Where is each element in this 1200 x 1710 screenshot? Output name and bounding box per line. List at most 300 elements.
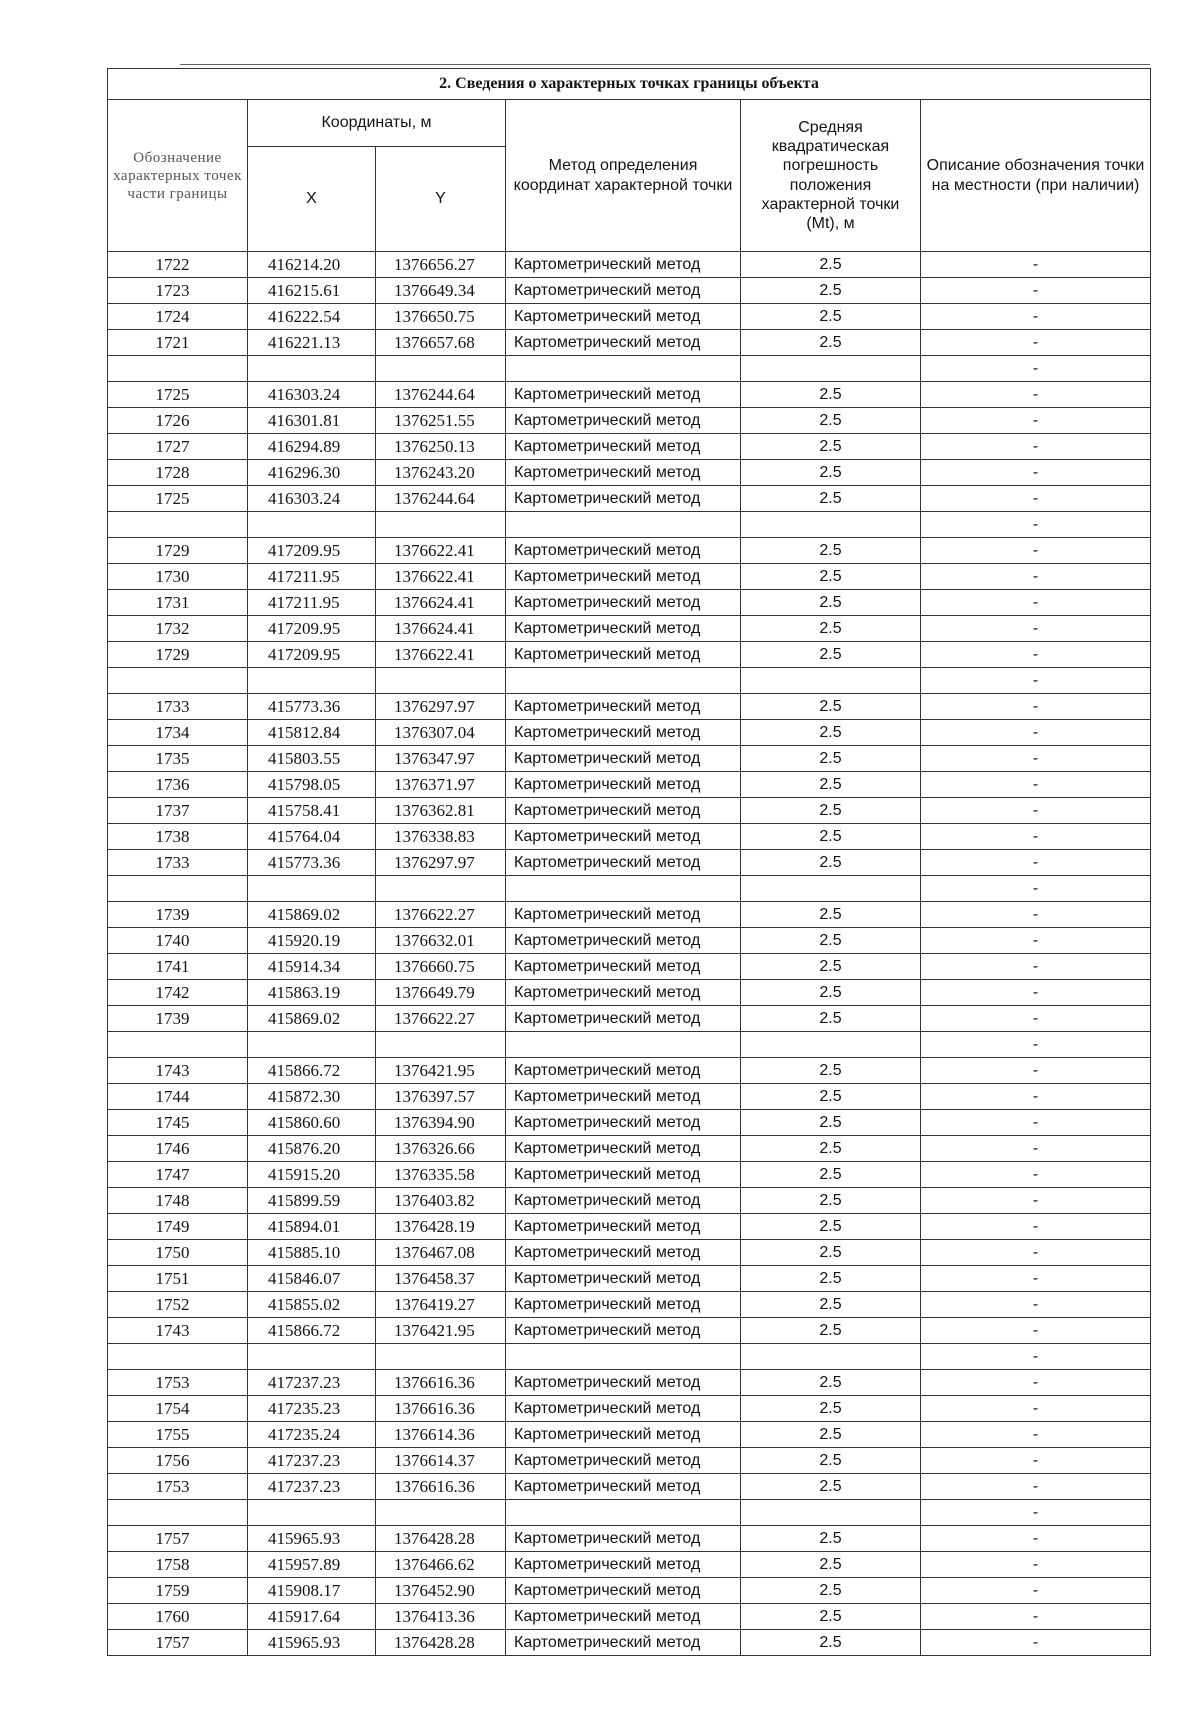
table-row <box>108 694 1151 720</box>
cell-x: 415872.30 <box>248 1084 376 1110</box>
cell-y: 1376297.97 <box>376 850 506 876</box>
cell-method <box>506 1500 741 1526</box>
cell-description: - <box>921 1422 1151 1448</box>
cell-mt: 2.5 <box>741 1422 921 1448</box>
cell-mt: 2.5 <box>741 1006 921 1032</box>
cell-y: 1376428.28 <box>376 1630 506 1656</box>
cell-method: Картометрический метод <box>506 486 741 512</box>
cell-mt: 2.5 <box>741 278 921 304</box>
cell-x <box>248 668 376 694</box>
cell-y: 1376394.90 <box>376 1110 506 1136</box>
cell-point: 1760 <box>108 1604 248 1630</box>
cell-point: 1754 <box>108 1396 248 1422</box>
cell-description: - <box>921 668 1151 694</box>
cell-y: 1376650.75 <box>376 304 506 330</box>
table-row <box>108 564 1151 590</box>
cell-description: - <box>921 304 1151 330</box>
cell-y <box>376 876 506 902</box>
cell-method: Картометрический метод <box>506 564 741 590</box>
cell-method: Картометрический метод <box>506 1110 741 1136</box>
cell-point: 1753 <box>108 1370 248 1396</box>
cell-method: Картометрический метод <box>506 616 741 642</box>
cell-x: 415894.01 <box>248 1214 376 1240</box>
cell-point: 1739 <box>108 902 248 928</box>
cell-x: 415914.34 <box>248 954 376 980</box>
cell-point: 1748 <box>108 1188 248 1214</box>
cell-point: 1738 <box>108 824 248 850</box>
table-row <box>108 642 1151 668</box>
cell-description: - <box>921 590 1151 616</box>
cell-mt: 2.5 <box>741 330 921 356</box>
cell-description: - <box>921 1214 1151 1240</box>
table-row <box>108 1188 1151 1214</box>
cell-description: - <box>921 642 1151 668</box>
cell-description: - <box>921 902 1151 928</box>
cell-description: - <box>921 1578 1151 1604</box>
cell-description: - <box>921 512 1151 538</box>
cell-mt: 2.5 <box>741 1188 921 1214</box>
cell-description: - <box>921 850 1151 876</box>
cell-mt: 2.5 <box>741 538 921 564</box>
cell-mt: 2.5 <box>741 1292 921 1318</box>
cell-method: Картометрический метод <box>506 278 741 304</box>
cell-y: 1376244.64 <box>376 486 506 512</box>
cell-point: 1734 <box>108 720 248 746</box>
cell-x: 415846.07 <box>248 1266 376 1292</box>
table-row <box>108 928 1151 954</box>
cell-description: - <box>921 1474 1151 1500</box>
table-row <box>108 1422 1151 1448</box>
table-row <box>108 902 1151 928</box>
cell-mt: 2.5 <box>741 564 921 590</box>
cell-method: Картометрический метод <box>506 1214 741 1240</box>
table-row <box>108 720 1151 746</box>
cell-method: Картометрический метод <box>506 590 741 616</box>
cell-description: - <box>921 1526 1151 1552</box>
cell-y: 1376307.04 <box>376 720 506 746</box>
cell-y <box>376 1032 506 1058</box>
cell-description: - <box>921 746 1151 772</box>
cell-point: 1729 <box>108 642 248 668</box>
cell-y: 1376244.64 <box>376 382 506 408</box>
cell-description: - <box>921 252 1151 278</box>
table-row <box>108 1578 1151 1604</box>
table-row <box>108 1552 1151 1578</box>
cell-x: 415758.41 <box>248 798 376 824</box>
cell-y: 1376660.75 <box>376 954 506 980</box>
cell-mt: 2.5 <box>741 1370 921 1396</box>
cell-x: 415876.20 <box>248 1136 376 1162</box>
cell-mt: 2.5 <box>741 928 921 954</box>
cell-description: - <box>921 1266 1151 1292</box>
cell-description: - <box>921 382 1151 408</box>
cell-y: 1376428.28 <box>376 1526 506 1552</box>
cell-description: - <box>921 1448 1151 1474</box>
cell-x: 415915.20 <box>248 1162 376 1188</box>
cell-method: Картометрический метод <box>506 382 741 408</box>
cell-y: 1376622.41 <box>376 642 506 668</box>
table-row <box>108 1006 1151 1032</box>
table-row <box>108 954 1151 980</box>
table-row <box>108 1084 1151 1110</box>
table-row <box>108 1370 1151 1396</box>
cell-point <box>108 876 248 902</box>
cell-y: 1376419.27 <box>376 1292 506 1318</box>
cell-mt: 2.5 <box>741 1162 921 1188</box>
cell-mt: 2.5 <box>741 1058 921 1084</box>
cell-method: Картометрический метод <box>506 798 741 824</box>
cell-method <box>506 512 741 538</box>
cell-point: 1743 <box>108 1318 248 1344</box>
cell-description: - <box>921 1604 1151 1630</box>
cell-y: 1376622.27 <box>376 902 506 928</box>
cell-point: 1758 <box>108 1552 248 1578</box>
cell-mt <box>741 356 921 382</box>
cell-x: 415860.60 <box>248 1110 376 1136</box>
cell-description: - <box>921 876 1151 902</box>
cell-description: - <box>921 1058 1151 1084</box>
cell-method: Картометрический метод <box>506 1370 741 1396</box>
cell-y: 1376649.79 <box>376 980 506 1006</box>
table-row <box>108 798 1151 824</box>
cell-x: 415798.05 <box>248 772 376 798</box>
cell-point <box>108 668 248 694</box>
header-y: Y <box>376 147 506 252</box>
cell-point: 1732 <box>108 616 248 642</box>
cell-x: 416303.24 <box>248 382 376 408</box>
cell-description: - <box>921 928 1151 954</box>
cell-mt: 2.5 <box>741 772 921 798</box>
cell-mt: 2.5 <box>741 460 921 486</box>
cell-mt <box>741 512 921 538</box>
cell-x: 416301.81 <box>248 408 376 434</box>
cell-mt: 2.5 <box>741 486 921 512</box>
cell-y: 1376243.20 <box>376 460 506 486</box>
cell-method: Картометрический метод <box>506 304 741 330</box>
table-row <box>108 330 1151 356</box>
table-row <box>108 434 1151 460</box>
cell-description: - <box>921 1630 1151 1656</box>
cell-method: Картометрический метод <box>506 1526 741 1552</box>
cell-description: - <box>921 538 1151 564</box>
cell-point: 1745 <box>108 1110 248 1136</box>
cell-method: Картометрический метод <box>506 1578 741 1604</box>
cell-point: 1730 <box>108 564 248 590</box>
cell-method: Картометрический метод <box>506 928 741 954</box>
cell-method: Картометрический метод <box>506 1552 741 1578</box>
cell-mt: 2.5 <box>741 1266 921 1292</box>
cell-point: 1725 <box>108 382 248 408</box>
cell-y <box>376 1344 506 1370</box>
cell-x: 417209.95 <box>248 538 376 564</box>
cell-method <box>506 1032 741 1058</box>
cell-description: - <box>921 772 1151 798</box>
cell-y: 1376657.68 <box>376 330 506 356</box>
cell-point: 1723 <box>108 278 248 304</box>
cell-x: 415863.19 <box>248 980 376 1006</box>
cell-y: 1376616.36 <box>376 1370 506 1396</box>
table-row <box>108 850 1151 876</box>
cell-y: 1376656.27 <box>376 252 506 278</box>
table-row <box>108 1292 1151 1318</box>
cell-x: 416222.54 <box>248 304 376 330</box>
cell-x: 415866.72 <box>248 1318 376 1344</box>
cell-mt: 2.5 <box>741 304 921 330</box>
cell-mt <box>741 1500 921 1526</box>
cell-y: 1376622.41 <box>376 538 506 564</box>
cell-description: - <box>921 1396 1151 1422</box>
separator-row <box>108 1344 1151 1370</box>
cell-method: Картометрический метод <box>506 1292 741 1318</box>
cell-x: 415965.93 <box>248 1630 376 1656</box>
cell-mt: 2.5 <box>741 1084 921 1110</box>
table-row <box>108 1058 1151 1084</box>
cell-x: 415917.64 <box>248 1604 376 1630</box>
cell-point: 1746 <box>108 1136 248 1162</box>
cell-y: 1376421.95 <box>376 1318 506 1344</box>
cell-mt: 2.5 <box>741 954 921 980</box>
cell-y: 1376428.19 <box>376 1214 506 1240</box>
cell-description: - <box>921 694 1151 720</box>
table-row <box>108 538 1151 564</box>
cell-description: - <box>921 1032 1151 1058</box>
cell-mt: 2.5 <box>741 1318 921 1344</box>
cell-y: 1376250.13 <box>376 434 506 460</box>
cell-point: 1728 <box>108 460 248 486</box>
cell-x <box>248 356 376 382</box>
cell-method: Картометрический метод <box>506 460 741 486</box>
cell-point: 1722 <box>108 252 248 278</box>
separator-row <box>108 668 1151 694</box>
table-row <box>108 1162 1151 1188</box>
cell-y: 1376421.95 <box>376 1058 506 1084</box>
cell-description: - <box>921 1552 1151 1578</box>
cell-mt: 2.5 <box>741 694 921 720</box>
table-row <box>108 746 1151 772</box>
cell-method: Картометрический метод <box>506 1136 741 1162</box>
cell-point: 1733 <box>108 850 248 876</box>
cell-description: - <box>921 1370 1151 1396</box>
cell-description: - <box>921 1006 1151 1032</box>
cell-description: - <box>921 824 1151 850</box>
cell-x: 415869.02 <box>248 1006 376 1032</box>
header-description: Описание обозначения точки на местности (при наличии) <box>921 100 1151 252</box>
table-row <box>108 408 1151 434</box>
cell-y: 1376335.58 <box>376 1162 506 1188</box>
cell-method: Картометрический метод <box>506 1084 741 1110</box>
table-row <box>108 460 1151 486</box>
cell-method: Картометрический метод <box>506 1058 741 1084</box>
cell-point: 1755 <box>108 1422 248 1448</box>
cell-point: 1756 <box>108 1448 248 1474</box>
cell-y: 1376458.37 <box>376 1266 506 1292</box>
cell-y: 1376466.62 <box>376 1552 506 1578</box>
cell-method: Картометрический метод <box>506 538 741 564</box>
boundary-points-table <box>107 68 1151 1656</box>
cell-mt: 2.5 <box>741 1526 921 1552</box>
cell-method: Картометрический метод <box>506 1188 741 1214</box>
cell-mt: 2.5 <box>741 1240 921 1266</box>
cell-point: 1733 <box>108 694 248 720</box>
cell-x: 417237.23 <box>248 1370 376 1396</box>
table-row <box>108 1396 1151 1422</box>
cell-y: 1376326.66 <box>376 1136 506 1162</box>
cell-description: - <box>921 278 1151 304</box>
cell-mt: 2.5 <box>741 720 921 746</box>
cell-x <box>248 1500 376 1526</box>
cell-method: Картометрический метод <box>506 824 741 850</box>
cell-y: 1376632.01 <box>376 928 506 954</box>
header-coordinates: Координаты, м <box>248 100 506 147</box>
separator-row <box>108 1032 1151 1058</box>
cell-x: 415812.84 <box>248 720 376 746</box>
cell-description: - <box>921 980 1151 1006</box>
header-point-designation: Обозначение характерных точек части границы <box>108 100 248 252</box>
separator-row <box>108 876 1151 902</box>
cell-y: 1376614.37 <box>376 1448 506 1474</box>
cell-method <box>506 1344 741 1370</box>
cell-mt: 2.5 <box>741 1110 921 1136</box>
cell-x: 415957.89 <box>248 1552 376 1578</box>
table-row <box>108 1604 1151 1630</box>
cell-point: 1737 <box>108 798 248 824</box>
table-row <box>108 772 1151 798</box>
cell-x: 415773.36 <box>248 694 376 720</box>
cell-method: Картометрический метод <box>506 1318 741 1344</box>
table-row <box>108 1240 1151 1266</box>
table-row <box>108 278 1151 304</box>
cell-mt <box>741 1344 921 1370</box>
cell-point: 1740 <box>108 928 248 954</box>
separator-row <box>108 356 1151 382</box>
cell-x: 417211.95 <box>248 564 376 590</box>
table-row <box>108 304 1151 330</box>
table-row <box>108 1448 1151 1474</box>
table-row <box>108 382 1151 408</box>
cell-point: 1749 <box>108 1214 248 1240</box>
cell-description: - <box>921 1110 1151 1136</box>
separator-row <box>108 1500 1151 1526</box>
cell-y: 1376371.97 <box>376 772 506 798</box>
cell-method: Картометрический метод <box>506 252 741 278</box>
header-method: Метод определения координат характерной точки <box>506 100 741 252</box>
cell-method: Картометрический метод <box>506 1162 741 1188</box>
table-body <box>108 252 1151 1656</box>
cell-method: Картометрический метод <box>506 1474 741 1500</box>
cell-mt: 2.5 <box>741 824 921 850</box>
cell-description: - <box>921 954 1151 980</box>
cell-method: Картометрический метод <box>506 642 741 668</box>
cell-y: 1376624.41 <box>376 590 506 616</box>
cell-method <box>506 356 741 382</box>
cell-y: 1376251.55 <box>376 408 506 434</box>
cell-description: - <box>921 1344 1151 1370</box>
cell-mt: 2.5 <box>741 1578 921 1604</box>
cell-mt: 2.5 <box>741 408 921 434</box>
header-error: Средняя квадратическая погрешность положения характерной точки (Mt), м <box>741 100 921 252</box>
cell-mt: 2.5 <box>741 642 921 668</box>
cell-x: 416221.13 <box>248 330 376 356</box>
cell-y: 1376413.36 <box>376 1604 506 1630</box>
cell-point: 1735 <box>108 746 248 772</box>
cell-description: - <box>921 798 1151 824</box>
cell-x: 415965.93 <box>248 1526 376 1552</box>
cell-x: 416294.89 <box>248 434 376 460</box>
cell-description: - <box>921 330 1151 356</box>
cell-description: - <box>921 720 1151 746</box>
cell-point <box>108 1032 248 1058</box>
cell-y: 1376649.34 <box>376 278 506 304</box>
cell-y: 1376624.41 <box>376 616 506 642</box>
cell-x: 415764.04 <box>248 824 376 850</box>
cell-mt: 2.5 <box>741 1552 921 1578</box>
cell-description: - <box>921 1136 1151 1162</box>
cell-mt: 2.5 <box>741 1136 921 1162</box>
cell-y: 1376616.36 <box>376 1396 506 1422</box>
table-row <box>108 1266 1151 1292</box>
cell-point: 1753 <box>108 1474 248 1500</box>
table-row <box>108 1214 1151 1240</box>
cell-x <box>248 876 376 902</box>
cell-point: 1721 <box>108 330 248 356</box>
cell-x: 416303.24 <box>248 486 376 512</box>
cell-description: - <box>921 616 1151 642</box>
cell-point: 1747 <box>108 1162 248 1188</box>
cell-x: 417237.23 <box>248 1448 376 1474</box>
cell-description: - <box>921 356 1151 382</box>
cell-point: 1725 <box>108 486 248 512</box>
cell-x <box>248 512 376 538</box>
cell-x: 417209.95 <box>248 616 376 642</box>
cell-description: - <box>921 434 1151 460</box>
cell-description: - <box>921 564 1151 590</box>
cell-point: 1742 <box>108 980 248 1006</box>
cell-point: 1724 <box>108 304 248 330</box>
cell-method: Картометрический метод <box>506 980 741 1006</box>
cell-x: 415908.17 <box>248 1578 376 1604</box>
cell-mt: 2.5 <box>741 434 921 460</box>
cell-mt: 2.5 <box>741 382 921 408</box>
cell-description: - <box>921 486 1151 512</box>
cell-method: Картометрический метод <box>506 720 741 746</box>
cell-mt: 2.5 <box>741 850 921 876</box>
cell-y: 1376622.41 <box>376 564 506 590</box>
cell-mt <box>741 668 921 694</box>
cell-y <box>376 668 506 694</box>
cell-point: 1759 <box>108 1578 248 1604</box>
cell-method <box>506 668 741 694</box>
cell-y <box>376 512 506 538</box>
cell-point: 1752 <box>108 1292 248 1318</box>
table-row <box>108 590 1151 616</box>
header-x: X <box>248 147 376 252</box>
cell-point: 1731 <box>108 590 248 616</box>
cell-method: Картометрический метод <box>506 1630 741 1656</box>
table-row <box>108 1110 1151 1136</box>
cell-y: 1376403.82 <box>376 1188 506 1214</box>
cell-y: 1376616.36 <box>376 1474 506 1500</box>
cell-x: 415773.36 <box>248 850 376 876</box>
cell-mt: 2.5 <box>741 746 921 772</box>
cell-method: Картометрический метод <box>506 772 741 798</box>
cell-x <box>248 1344 376 1370</box>
cell-method <box>506 876 741 902</box>
cell-y: 1376467.08 <box>376 1240 506 1266</box>
cell-point <box>108 512 248 538</box>
cell-mt: 2.5 <box>741 1474 921 1500</box>
cell-point <box>108 356 248 382</box>
cell-x: 415885.10 <box>248 1240 376 1266</box>
